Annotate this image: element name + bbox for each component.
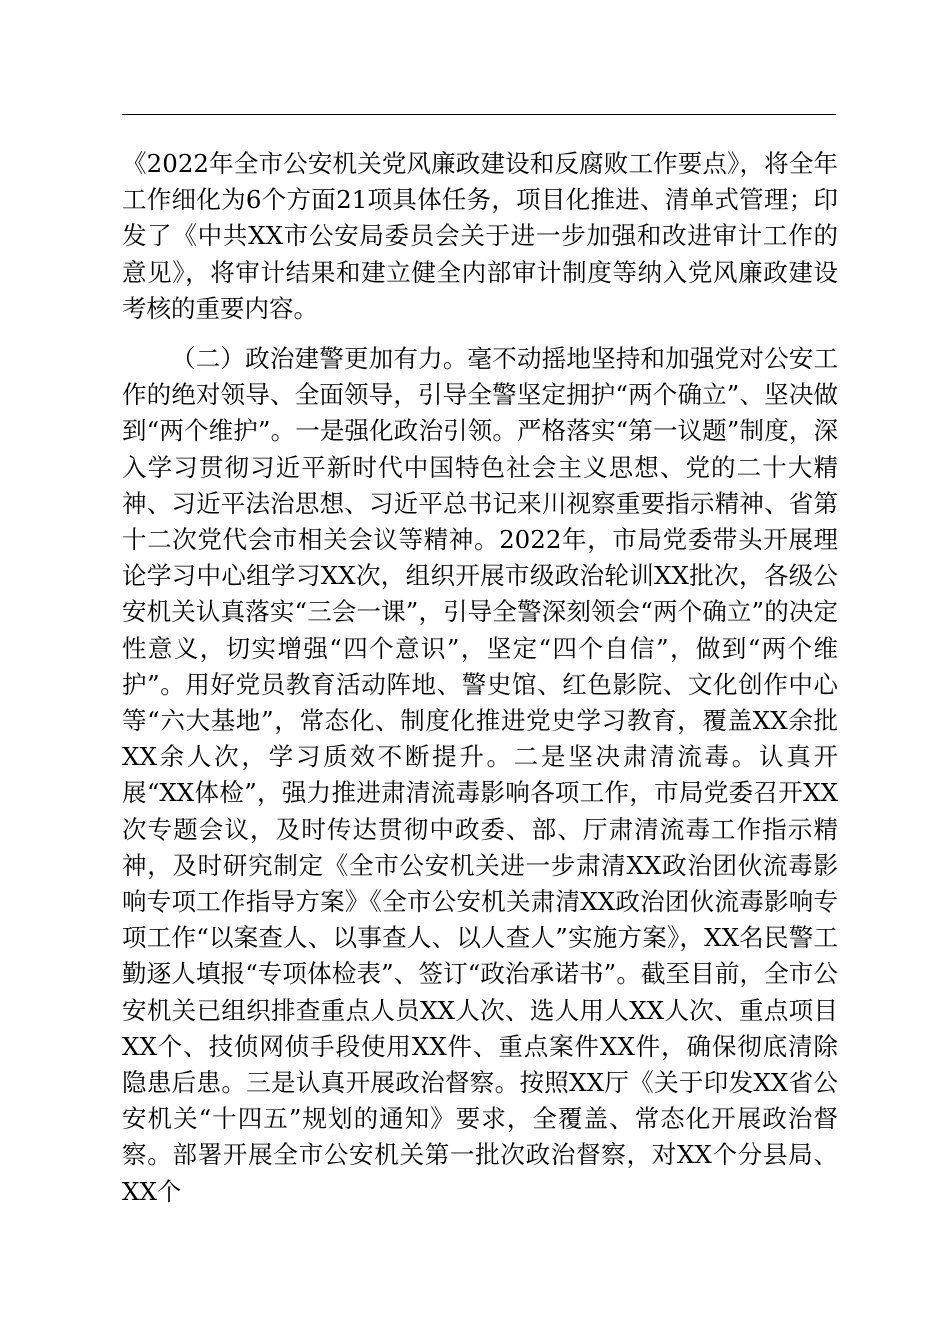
document-body bbox=[122, 146, 838, 1210]
header-rule bbox=[122, 114, 836, 115]
paragraph-continuation: 《2022年全市公安机关党风廉政建设和反腐败工作要点》，将全年工作细化为6个方面21项具体任务，项目化推进、清单式管理；印发了《中共XX市公安局委员会关于进一步加强和改进审计工作的意见》，将审计结果和建立健全内部审计制度等纳入党风廉政建设考核的重要内容。 bbox=[122, 149, 838, 323]
paragraph-political-police: （二）政治建警更加有力。毫不动摇地坚持和加强党对公安工作的绝对领导、全面领导，引导全警坚定拥护“两个确立”、坚决做到“两个维护”。一是强化政治引领。严格落实“第一议题”制度，深入学习贯彻习近平新时代中国特色社会主义思想、党的二十大精神、习近平法治思想、习近平总书记来川视察重要指示精神、省第十二次党代会市相关会议等精神。2022年，市局党委带头开展理论学习中心组学习XX次，组织开展市级政治轮训XX批次，各级公安机关认真落实“三会一课”，引导全警深刻领会“两个确立”的决定性意义，切实增强“四个意识”，坚定“四个自信”，做到“两个维护”。用好党员教育活动阵地、警史馆、红色影院、文化创作中心等“六大基地”，常态化、制度化推进党史学习教育，覆盖XX余批XX余人次，学习质效不断提升。二是坚决肃清流毒。认真开展“XX体检”，强力推进肃清流毒影响各项工作，市局党委召开XX次专题会议，及时传达贯彻中政委、部、厅肃清流毒工作指示精神，及时研究制定《全市公安机关进一步肃清XX政治团伙流毒影响专项工作指导方案》《全市公安机关肃清XX政治团伙流毒影响专项工作“以案查人、以事查人、以人查人”实施方案》，XX名民警工勤逐人填报“专项体检表”、签订“政治承诺书”。截至目前，全市公安机关已组织排查重点人员XX人次、选人用人XX人次、重点项目XX个、技侦网侦手段使用XX件、重点案件XX件，确保彻底清除隐患后患。三是认真开展政治督察。按照XX厅《关于印发XX省公安机关“十四五”规划的通知》要求，全覆盖、常态化开展政治督察。部署开展全市公安机关第一批次政治督察，对XX个分县局、XX个 bbox=[122, 344, 838, 1206]
